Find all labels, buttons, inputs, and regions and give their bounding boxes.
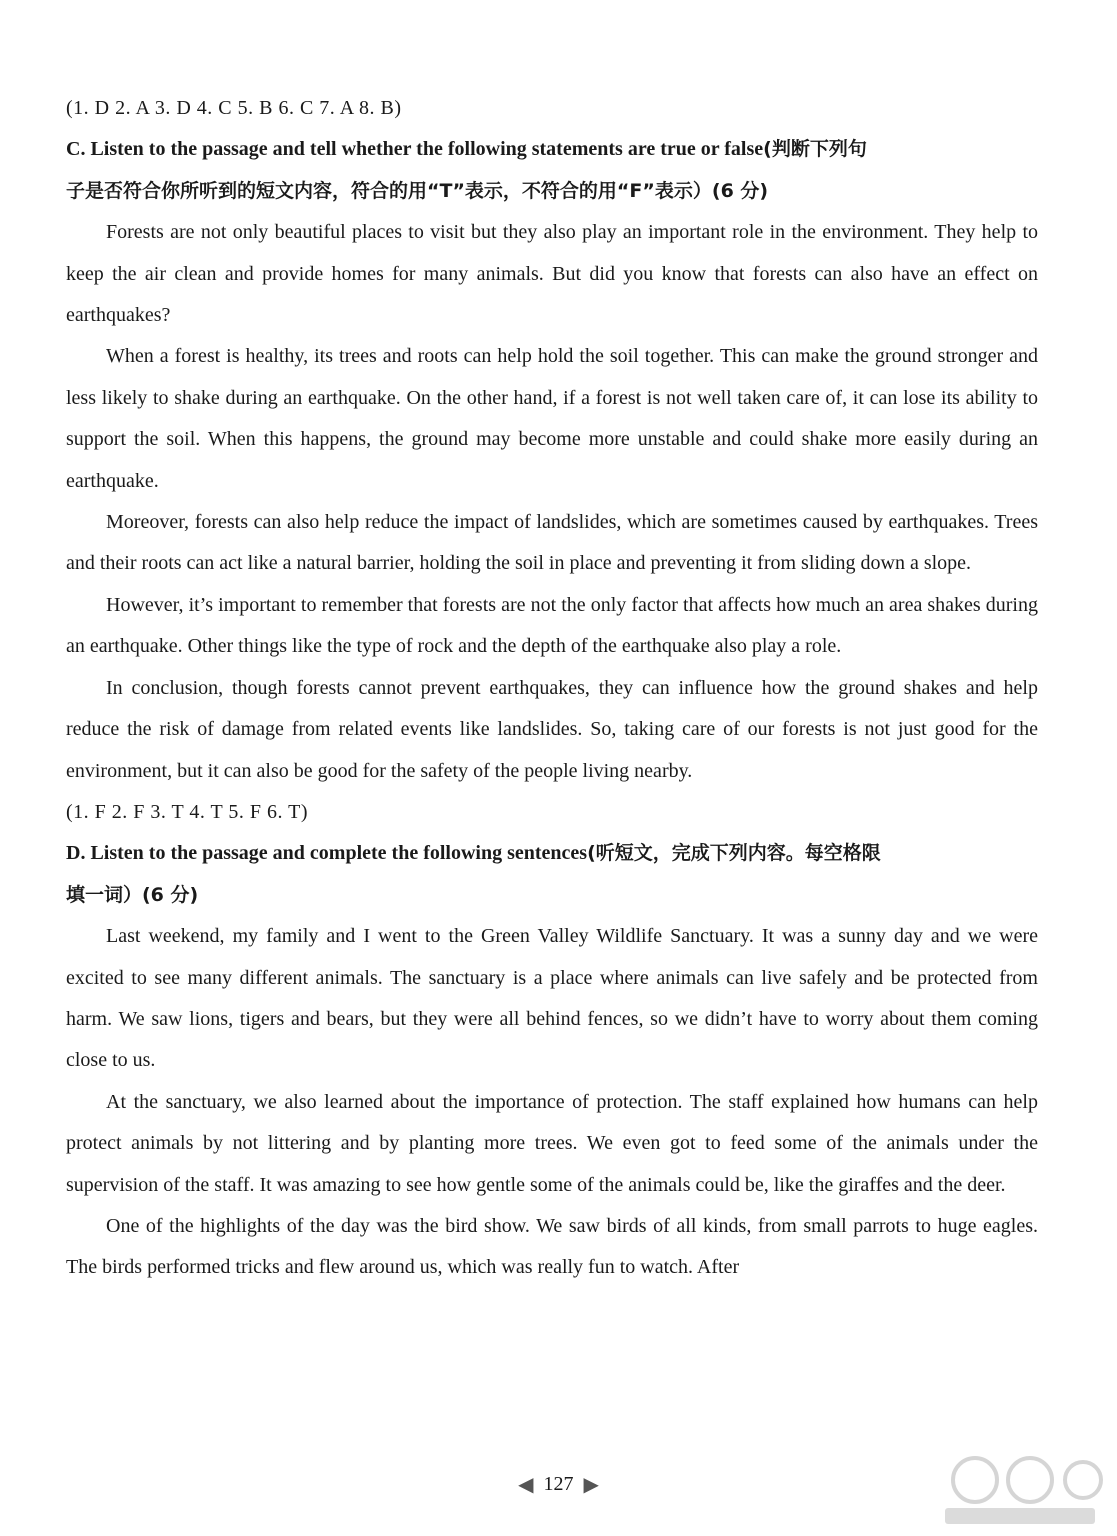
section-d-paragraph-2: At the sanctuary, we also learned about the importance of protection. The staff explained how humans can help protect animals by not littering and by planting more trees. We even got to feed some of the animals under the supervision of the staff. It was amazing to see how gentle some of the animals could be, like the giraffes and the deer. xyxy=(66,1090,1038,1196)
section-c-heading-cn-1: (判断下列句 xyxy=(763,138,867,161)
section-d-heading-cn-2: 填一词）(6 分) xyxy=(66,883,199,906)
section-d-heading-en: D. Listen to the passage and complete the following sentences xyxy=(66,842,588,865)
section-c-heading-en: C. Listen to the passage and tell whether the following statements are true or false xyxy=(66,138,764,161)
section-c-paragraph-2: When a forest is healthy, its trees and roots can help hold the soil together. This can make the ground stronger and less likely to shake during an earthquake. On the other hand, if a forest is not well taken care of, it can lose its ability to support the soil. When this happens, the ground may become more unstable and could shake more easily during an earthquake. xyxy=(66,345,1038,492)
section-c-paragraph-3: Moreover, forests can also help reduce the impact of landslides, which are sometimes caused by earthquakes. Trees and their roots can act like a natural barrier, holding the soil in place and preventing it from sliding down a slope. xyxy=(66,511,1038,575)
watermark-logo-icon xyxy=(935,1450,1105,1530)
section-c-heading xyxy=(66,129,1038,212)
answers-section-c: (1. F 2. F 3. T 4. T 5. F 6. T) xyxy=(66,800,309,823)
section-c-paragraph-4: However, it’s important to remember that forests are not the only factor that affects how much an area shakes during an earthquake. Other things like the type of rock and the depth of the earthquake also play a role. xyxy=(66,593,1038,658)
page-number: 127 xyxy=(543,1473,574,1495)
answers-section-b: (1. D 2. A 3. D 4. C 5. B 6. C 7. A 8. B) xyxy=(66,97,402,119)
section-d-heading xyxy=(66,833,1038,916)
section-c-heading-cn-2: 子是否符合你所听到的短文内容，符合的用“T”表示，不符合的用“F”表示）(6 分) xyxy=(66,179,769,202)
section-c-paragraph-5: In conclusion, though forests cannot prevent earthquakes, they can influence how the ground shakes and help reduce the risk of damage from related events like landslides. So, taking care of our forests is not just good for the environment, but it can also be good for the safety of the people living nearby. xyxy=(66,676,1038,782)
document-page xyxy=(66,88,1038,1289)
section-d-paragraph-3: One of the highlights of the day was the bird show. We saw birds of all kinds, from small parrots to huge eagles. The birds performed tricks and flew around us, which was really fun to watch. After xyxy=(66,1214,1038,1279)
right-triangle-icon: ▶ xyxy=(583,1474,599,1496)
section-d-heading-cn-1: (听短文，完成下列内容。每空格限 xyxy=(587,842,881,865)
section-d-paragraph-1: Last weekend, my family and I went to the Green Valley Wildlife Sanctuary. It was a sunny day and we were excited to see many different animals. The sanctuary is a place where animals can live safely and be protected from harm. We saw lions, tigers and bears, but they were all behind fences, so we didn’t have to worry about them coming close to us. xyxy=(66,925,1038,1072)
left-triangle-icon: ◀ xyxy=(518,1474,534,1496)
section-c-paragraph-1: Forests are not only beautiful places to visit but they also play an important role in the environment. They help to keep the air clean and provide homes for many animals. But did you know that forests can also have an effect on earthquakes? xyxy=(66,221,1038,327)
